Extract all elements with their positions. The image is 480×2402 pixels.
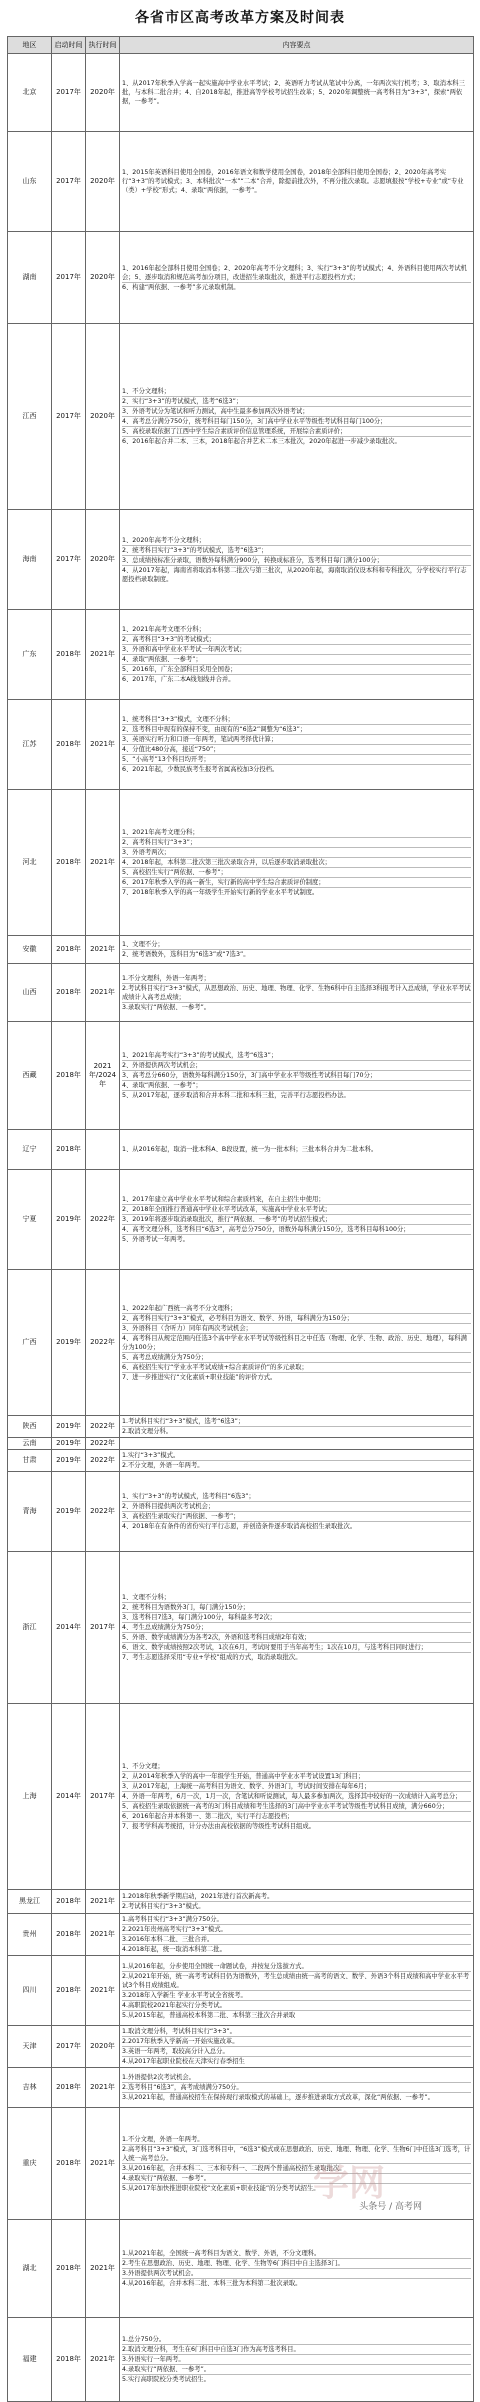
content-point: 3.从2016年起，合并本科二、三本和专科一、二段两个普通高校招生录取批次。	[122, 2164, 471, 2174]
content-point: 4.2018年起，统一取消本科第二批。	[122, 1946, 226, 1953]
content-point: 2、高考科目“3+3”的考试模式；	[122, 635, 471, 645]
content-point: 3.外语实行一年两考。	[122, 2355, 471, 2365]
content-point: 5、高考总成绩满分为750分；	[122, 1353, 471, 1363]
content-point: 2.考生在思想政治、历史、地理、物理、化学、生物等6门科目中自主选择3门。	[122, 2259, 471, 2269]
content-point: 1、实行“3+3”的考试模式，选考科目“6选3”；	[122, 1492, 471, 1502]
exec-year-cell: 2020年	[86, 132, 120, 232]
content-point: 1.外语提供2次考试机会。	[122, 2073, 471, 2083]
exec-year-cell: 2020年	[86, 324, 120, 510]
content-point: 6、2021年起，少数民族考生报考省属高校加3分投档。	[122, 766, 279, 773]
content-point: 2.考试科目实行“3+3”模式。	[122, 1903, 205, 1910]
content-cell	[120, 1170, 474, 1270]
region-cell: 青海	[8, 1472, 52, 1552]
content-point: 2.考试科目实行“3+3”模式，从思想政治、历史、地理、物理、化学、生物6科中自主选择3科报考计入总成绩，学业水平考试成绩计入高考总成绩；	[122, 984, 471, 1001]
start-year-cell: 2017年	[52, 54, 86, 132]
content-cell	[120, 2026, 474, 2068]
table-row	[8, 1552, 474, 1704]
region-cell: 浙江	[8, 1552, 52, 1704]
content-point: 7、进一步推进实行“文化素质+职业技能”的评价方式。	[122, 1373, 277, 1381]
table-row	[8, 2318, 474, 2402]
content-cell	[120, 936, 474, 964]
content-point: 2、高考科目实行“3+3”模式，必考科目为语文、数学、外语，每科满分为150分；	[122, 1314, 471, 1324]
content-point: 1、不分文理科；	[122, 387, 471, 397]
content-cell	[120, 1022, 474, 1130]
region-cell: 重庆	[8, 2108, 52, 2220]
region-cell: 山东	[8, 132, 52, 232]
region-cell: 吉林	[8, 2068, 52, 2108]
content-cell	[120, 790, 474, 936]
region-cell: 海南	[8, 510, 52, 610]
reform-table	[7, 36, 474, 2402]
content-point: 1.2018年秋季新学期启动，2021年进行首次新高考。	[122, 1892, 471, 1902]
header-content: 内容要点	[120, 37, 474, 54]
region-cell: 甘肃	[8, 1450, 52, 1472]
table-row	[8, 54, 474, 132]
content-point: 2、选考科目中现有的保持不变，由现有的“6选2”调整为“6选3”；	[122, 725, 471, 735]
content-point: 4、2018年在有条件的省份实行平行志愿，并创造条件逐步取消高校招生录取批次。	[122, 1523, 357, 1530]
exec-year-cell: 2021年	[86, 1914, 120, 1956]
content-point: 7、考生志愿选择采用“专业+学校”组成的方式，取消录取批次。	[122, 1654, 302, 1661]
exec-year-cell: 2022年	[86, 1270, 120, 1416]
content-point: 1、2017年建立高中学业水平考试和综合素质档案，在自主招生中使用；	[122, 1195, 471, 1205]
content-point: 4.从2017年起职业院校在天津实行春季招生	[122, 2058, 245, 2065]
content-point: 3.外语提供两次考试机会。	[122, 2269, 471, 2279]
content-point: 3、英语实行听力和口语一年两考，笔试两考择优计算；	[122, 735, 471, 745]
table-row	[8, 132, 474, 232]
content-cell	[120, 2068, 474, 2108]
table-row	[8, 1022, 474, 1130]
content-point: 1.不分文理，外语一年两考。	[122, 2135, 471, 2145]
content-point: 1.实行“3+3”模式。	[122, 1451, 471, 1461]
header-exec: 执行时间	[86, 37, 120, 54]
content-point: 6、2017年秋季入学的高一新生，实行新的高中学生综合素质评价制度；	[122, 878, 471, 888]
content-cell	[120, 232, 474, 324]
content-point: 1、从2016年起，取消一批本科A、B段设置，统一为一批本科；三批本科合并为二批本科。	[122, 1146, 378, 1153]
content-point: 3、外语和高中学业水平考试一年两次考试；	[122, 645, 471, 655]
region-cell: 河北	[8, 790, 52, 936]
content-point: 3.从2021年起，普通高校招生在保持现行录取模式的基础上，逐步推进录取方式改革，深化“两依据、一参考”。	[122, 2094, 434, 2101]
content-point: 3、外语考两次；	[122, 848, 471, 858]
start-year-cell: 2018年	[52, 1890, 86, 1914]
table-row	[8, 2026, 474, 2068]
start-year-cell: 2017年	[52, 324, 86, 510]
start-year-cell: 2019年	[52, 1450, 86, 1472]
content-point: 4、外语一年两考，6月一次，1月一次，含笔试和听说测试，每人最多参加两次，选择其中较好的一次成绩计入高考总分；	[122, 1792, 471, 1802]
content-point: 6、2016年起合并本科第一、第二批次，实行平行志愿投档；	[122, 1812, 471, 1822]
page-title: 各省市区高考改革方案及时间表	[135, 10, 345, 26]
content-cell	[120, 510, 474, 610]
exec-year-cell: 2021年	[86, 2068, 120, 2108]
content-point: 3、高校招生录取实行“两依据、一参考”；	[122, 1512, 471, 1522]
table-row	[8, 790, 474, 936]
content-point: 4.高职院校2021年起实行分类考试。	[122, 2001, 471, 2011]
content-cell	[120, 1956, 474, 2026]
exec-year-cell	[86, 1130, 120, 1170]
content-cell	[120, 1270, 474, 1416]
content-point: 5、2016年，广东全部科目采用全国卷；	[122, 665, 471, 675]
start-year-cell: 2019年	[52, 1438, 86, 1450]
table-row	[8, 1416, 474, 1438]
content-point: 6、构建“两依据、一参考”多元录取机制。	[122, 283, 240, 291]
start-year-cell: 2017年	[52, 510, 86, 610]
content-cell	[120, 1450, 474, 1472]
content-cell	[120, 2318, 474, 2402]
content-point: 2、从2014年秋季入学的高中一年级学生开始，普通高中学业水平考试设置13门科目；	[122, 1772, 471, 1782]
content-point: 1、2016年起全部科目使用全国卷；2、2020年高考不分文理科；3、实行“3+3”的考试模式；4、外语科目使用两次考试机会；5、逐步取消和规范高考加分项目，改进招生录取批次，推进平行志愿投档方式；	[122, 264, 471, 283]
content-point: 1.不分文理科，外语一年两考；	[122, 974, 471, 984]
header-region: 地区	[8, 37, 52, 54]
region-cell: 宁夏	[8, 1170, 52, 1270]
content-point: 6、高校招生实行“学业水平考试成绩+综合素质评价”的多元录取；	[122, 1363, 471, 1373]
exec-year-cell: 2021年	[86, 700, 120, 790]
content-point: 2.取消文理分科。	[122, 1428, 173, 1435]
exec-year-cell: 2021年	[86, 936, 120, 964]
start-year-cell: 2017年	[52, 2026, 86, 2068]
content-cell	[120, 964, 474, 1022]
content-point: 1、2020年高考不分文理科；	[122, 536, 471, 546]
content-point: 1、不分文理；	[122, 1762, 471, 1772]
exec-year-cell: 2021年	[86, 1956, 120, 2026]
header-start: 启动时间	[52, 37, 86, 54]
region-cell: 上海	[8, 1704, 52, 1890]
region-cell: 天津	[8, 2026, 52, 2068]
watermark-logo: 学网	[312, 2163, 385, 2204]
content-point: 2、统考科目实行“3+3”的考试模式，选考“6选3”；	[122, 546, 471, 556]
table-row	[8, 2220, 474, 2318]
content-point: 1.总分750分。	[122, 2335, 471, 2345]
content-cell	[120, 2220, 474, 2318]
table-row	[8, 2068, 474, 2108]
content-point: 2.2021年贵州高考实行“3+3”模式。	[122, 1925, 471, 1935]
exec-year-cell: 2021年	[86, 964, 120, 1022]
start-year-cell: 2019年	[52, 1170, 86, 1270]
start-year-cell: 2018年	[52, 610, 86, 700]
region-cell: 福建	[8, 2318, 52, 2402]
table-row	[8, 1890, 474, 1914]
content-point: 5、外语、数学成绩满分为各考2次，外语和选考科目成绩2年有效；	[122, 1633, 471, 1643]
content-point: 7、2018年秋季入学的高一年级学生开始实行新的学业水平考试制度。	[122, 889, 319, 896]
content-point: 1、2021年高考文理不分科；	[122, 625, 471, 635]
content-point: 5.从2017年加快推进职业院校“文化素质+职业技能”的分类考试招生。	[122, 2184, 320, 2192]
table-row	[8, 324, 474, 510]
table-row	[8, 1704, 474, 1890]
content-cell	[120, 2108, 474, 2220]
content-point: 3、选考科目7选3，每门满分100分，每科最多考2次；	[122, 1613, 471, 1623]
content-cell	[120, 324, 474, 510]
content-cell	[120, 1416, 474, 1438]
content-point: 5、“小高考”13个科目均开考；	[122, 755, 471, 765]
region-cell: 四川	[8, 1956, 52, 2026]
content-point: 3、从2017年起，上海统一高考科目为语文、数学、外语3门，考试时间安排在每年6月；	[122, 1782, 471, 1792]
exec-year-cell: 2022年	[86, 1170, 120, 1270]
watermark-caption: 头条号 / 高考网	[359, 2202, 422, 2212]
content-point: 4、2018年起，本科第二批次第三批次录取合并，以后逐步取消录取批次；	[122, 858, 471, 868]
exec-year-cell: 2021年	[86, 2220, 120, 2318]
content-point: 4、高考文理分科，选考科目“6选3”，高考总分750分，语数外每科满分150分，选考科目每科100分；	[122, 1225, 471, 1235]
region-cell: 西藏	[8, 1022, 52, 1130]
content-cell	[120, 610, 474, 700]
content-point: 1、文理不分科；	[122, 1593, 471, 1603]
exec-year-cell: 2022年	[86, 1450, 120, 1472]
content-point: 3、高考总分660分，语数外每科满分150分，3门高中学业水平等级性考试科目每门70分；	[122, 1071, 471, 1081]
content-cell	[120, 1130, 474, 1170]
content-point: 1、从2017年秋季入学高一起实施高中学业水平考试；2、英语听力考试从笔试中分离，一年两次实行机考；3、取消本科三批，与本科二批合并；4、自2018年起，推进高等学校考试招生改革；5、2020年调整统一高考科目为“3+3”，探索“两依据，一参考”。	[122, 80, 465, 105]
content-point: 4、录取“两依据、一参考”；	[122, 655, 471, 665]
content-point: 1.从2021年起，全国统一高考科目为语文、数学、外语，不分文理科。	[122, 2249, 471, 2259]
content-point: 3、2019年将逐步取消录取批次，推行“两依据、一参考”的考试招生模式；	[122, 1215, 471, 1225]
content-point: 3、总成绩按标准分录取，语数外每科满分900分，转换成标准分，选考科目每门满分100分；	[122, 556, 471, 566]
table-row	[8, 1270, 474, 1416]
content-point: 6、2016年起合并二本、三本，2018年起合并艺术二本三本批次，2020年起进一步减少录取批次。	[122, 438, 401, 445]
table-row	[8, 1956, 474, 2026]
content-cell	[120, 1914, 474, 1956]
content-point: 3.2018年入学新生 学业水平考试全省统考。	[122, 1991, 471, 2001]
exec-year-cell: 2022年	[86, 1416, 120, 1438]
content-point: 4.录取实行“两依据、一参考”。	[122, 2365, 471, 2375]
content-point: 5.实行高职院校分类考试招生。	[122, 2376, 210, 2383]
exec-year-cell: 2020年	[86, 54, 120, 132]
content-point: 3.英语一年两考，取较高分计入总分。	[122, 2047, 471, 2057]
start-year-cell: 2018年	[52, 936, 86, 964]
content-point: 4.从2016年起，合并本科二批、本科三批为本科第二批次录取。	[122, 2280, 302, 2287]
content-point: 2、高考科目实行“3+3”；	[122, 838, 471, 848]
region-cell: 山西	[8, 964, 52, 1022]
content-point: 5、高校招生录取依据统一高考的3门科目成绩和考生选择的3门高中学业水平考试等级性考试科目成绩，满分660分；	[122, 1802, 471, 1812]
table-row	[8, 1472, 474, 1552]
table-row	[8, 700, 474, 790]
content-point: 2、外语提供两次考试机会；	[122, 1061, 471, 1071]
content-point: 3.2016年本科二批、三批合并。	[122, 1935, 471, 1945]
start-year-cell: 2017年	[52, 132, 86, 232]
content-point: 4、考生总成绩满分为750分；	[122, 1623, 471, 1633]
start-year-cell: 2018年	[52, 700, 86, 790]
start-year-cell: 2018年	[52, 2108, 86, 2220]
region-cell: 安徽	[8, 936, 52, 964]
exec-year-cell: 2020年	[86, 2026, 120, 2068]
start-year-cell: 2018年	[52, 790, 86, 936]
start-year-cell: 2017年	[52, 232, 86, 324]
content-point: 6、2017年，广东二本A线划线并合并。	[122, 676, 235, 683]
region-cell: 北京	[8, 54, 52, 132]
exec-year-cell: 2022年	[86, 1472, 120, 1552]
content-point: 2.从2021年开始，统一高考考试科目仍为语数外，考生总成绩由统一高考的语文、数学、外语3个科目成绩和高中学业水平考试3个科目成绩组成。	[122, 1972, 470, 1989]
table-row	[8, 232, 474, 324]
table-row	[8, 1438, 474, 1450]
start-year-cell: 2018年	[52, 2068, 86, 2108]
region-cell: 湖北	[8, 2220, 52, 2318]
content-point: 1、2021年高考实行“3+3”的考试模式，选考“6选3”；	[122, 1051, 471, 1061]
table-row	[8, 964, 474, 1022]
table-row	[8, 2108, 474, 2220]
content-point: 1、2021年高考文理分科；	[122, 828, 471, 838]
content-cell	[120, 1438, 474, 1450]
content-point: 1、统考科目“3+3”模式，文理不分科；	[122, 715, 471, 725]
content-point: 2、实行“3+3”的考试模式，选考“6选3”；	[122, 397, 471, 407]
exec-year-cell: 2021年	[86, 1890, 120, 1914]
content-point: 2、统考科目为语数外3门，每门满分150分；	[122, 1603, 471, 1613]
content-point: 4、从2017年起，海南省将取消本科第二批次与第三批次，从2020年起，海南取消仅设本科和专科批次，分学校实行平行志愿投档录取制度。	[122, 566, 467, 583]
exec-year-cell: 2020年	[86, 510, 120, 610]
content-point: 1.考试科目实行“3+3”模式，选考“6选3”；	[122, 1417, 471, 1427]
content-point: 5、高校招生实行“两依据、一参考”；	[122, 868, 471, 878]
start-year-cell: 2019年	[52, 1270, 86, 1416]
table-header-row	[8, 37, 474, 54]
content-cell	[120, 700, 474, 790]
content-point: 1、文理不分；	[122, 940, 471, 950]
content-point: 5、高校录取依据了江西中学生综合素质评价信息管理系统，开展综合素质评价；	[122, 427, 471, 437]
content-point: 2、统考语数外，选科目为“6选3”或“7选3”。	[122, 951, 250, 958]
region-cell: 广西	[8, 1270, 52, 1416]
content-point: 4、分值比480分高，接近“750”；	[122, 745, 471, 755]
start-year-cell: 2019年	[52, 1472, 86, 1552]
content-point: 4、录取“两依据、一参考”；	[122, 1081, 471, 1091]
content-point: 7、报考学科高考统招，计分办法由高校依据的等级性考试科目组成。	[122, 1823, 315, 1830]
start-year-cell: 2018年	[52, 1914, 86, 1956]
start-year-cell: 2014年	[52, 1552, 86, 1704]
content-point: 2、外语科目提供两次考试机会；	[122, 1502, 471, 1512]
table-row	[8, 1450, 474, 1472]
content-point: 3、外语科目（含听力）同年有两次考试机会；	[122, 1324, 471, 1334]
table-row	[8, 1914, 474, 1956]
start-year-cell: 2018年	[52, 1022, 86, 1130]
content-point: 3.录取实行“两依据、一参考”。	[122, 1003, 211, 1011]
region-cell: 黑龙江	[8, 1890, 52, 1914]
exec-year-cell: 2022年	[86, 1438, 120, 1450]
content-cell	[120, 1704, 474, 1890]
exec-year-cell: 2021年	[86, 2318, 120, 2402]
table-row	[8, 510, 474, 610]
table-row	[8, 1170, 474, 1270]
start-year-cell: 2019年	[52, 1416, 86, 1438]
region-cell: 湖南	[8, 232, 52, 324]
content-point: 2.高考科目“3+3”模式，3门选考科目中，“6选3”模式或在思想政治、历史、地理、物理、化学、生物6门中任选3门选考，计入统一高考总分。	[122, 2145, 471, 2162]
exec-year-cell: 2020年	[86, 232, 120, 324]
exec-year-cell: 2017年	[86, 1704, 120, 1890]
exec-year-cell: 2021年/2024年	[86, 1022, 120, 1130]
region-cell: 贵州	[8, 1914, 52, 1956]
start-year-cell: 2018年	[52, 2318, 86, 2402]
region-cell: 陕西	[8, 1416, 52, 1438]
region-cell: 云南	[8, 1438, 52, 1450]
start-year-cell: 2018年	[52, 1956, 86, 2026]
region-cell: 江西	[8, 324, 52, 510]
content-point: 1.取消文理分科，考试科目实行“3+3”。	[122, 2027, 471, 2037]
content-point: 4.录取实行“两依据、一参考”。	[122, 2174, 471, 2184]
region-cell: 广东	[8, 610, 52, 700]
content-point: 5.从2015年起，普通高校本科第二批、本科第三批次合并录取	[122, 2011, 296, 2019]
content-point: 6、语文、数学成绩按照2次考试，1次在6月，考试时要用于当年高考生；1次在10月，与选考科目同时进行；	[122, 1643, 471, 1653]
start-year-cell: 2018年	[52, 1130, 86, 1170]
region-cell: 江苏	[8, 700, 52, 790]
start-year-cell: 2014年	[52, 1704, 86, 1890]
exec-year-cell: 2017年	[86, 1552, 120, 1704]
content-point: 1、2015年英语科目使用全国卷，2016年语文和数学使用全国卷，2018年全部科目使用全国卷；2、2020年高考实行“3+3”的考试模式；3、本科批次“一本”“二本”合并，除提前批次外，不再分批次录取。志愿填报按“学校+专业”或“专业（类）+学校”形式；4、录取“两依据，一参考”。	[122, 169, 464, 194]
content-point: 1.高考科目实行“3+3”满分750分。	[122, 1915, 471, 1925]
content-cell	[120, 1552, 474, 1704]
exec-year-cell: 2021年	[86, 610, 120, 700]
content-point: 2.2017年秋季入学新高一开始实施改革。	[122, 2037, 471, 2047]
table-row	[8, 1130, 474, 1170]
exec-year-cell: 2021年	[86, 790, 120, 936]
content-point: 3、外语考试分为笔试和听力测试，高中生最多参加两次外语考试；	[122, 407, 471, 417]
content-point: 2、2018年全面推行普通高中学业水平考试改革，实施高中学业水平考试；	[122, 1205, 471, 1215]
content-point: 1.从2016年起，分步使用全国统一命题试卷，并按复分选拔方式。	[122, 1962, 471, 1972]
content-cell	[120, 132, 474, 232]
content-point: 5、从2017年起，逐步取消和合并本科二批和本科三批，完善平行志愿投档办法。	[122, 1092, 350, 1099]
content-point: 1、2022年起广西统一高考不分文理科；	[122, 1304, 471, 1314]
content-point: 4、高考科目从规定范围内任选3个高中学业水平考试等级性科目之中任选（物理、化学、生物、政治、历史、地理），每科满分为100分；	[122, 1334, 471, 1353]
table-row	[8, 610, 474, 700]
content-point: 5、外语考试一年两考。	[122, 1236, 189, 1243]
start-year-cell: 2018年	[52, 2220, 86, 2318]
content-cell	[120, 54, 474, 132]
start-year-cell: 2018年	[52, 964, 86, 1022]
content-point: 2.选考科目“6选3”，高考成绩满分750分。	[122, 2083, 471, 2093]
content-point: 2.取消文理分科，考生在6门科目中自选3门作为高考选考科目。	[122, 2345, 471, 2355]
content-cell	[120, 1472, 474, 1552]
content-point: 4、高考总分满分750分，统考科目每门150分，3门高中学业水平等级性考试科目每门100分；	[122, 417, 471, 427]
region-cell: 辽宁	[8, 1130, 52, 1170]
table-row	[8, 936, 474, 964]
content-point: 2.不分文理，外语一年两考。	[122, 1462, 204, 1469]
content-cell	[120, 1890, 474, 1914]
exec-year-cell: 2021年	[86, 2108, 120, 2220]
